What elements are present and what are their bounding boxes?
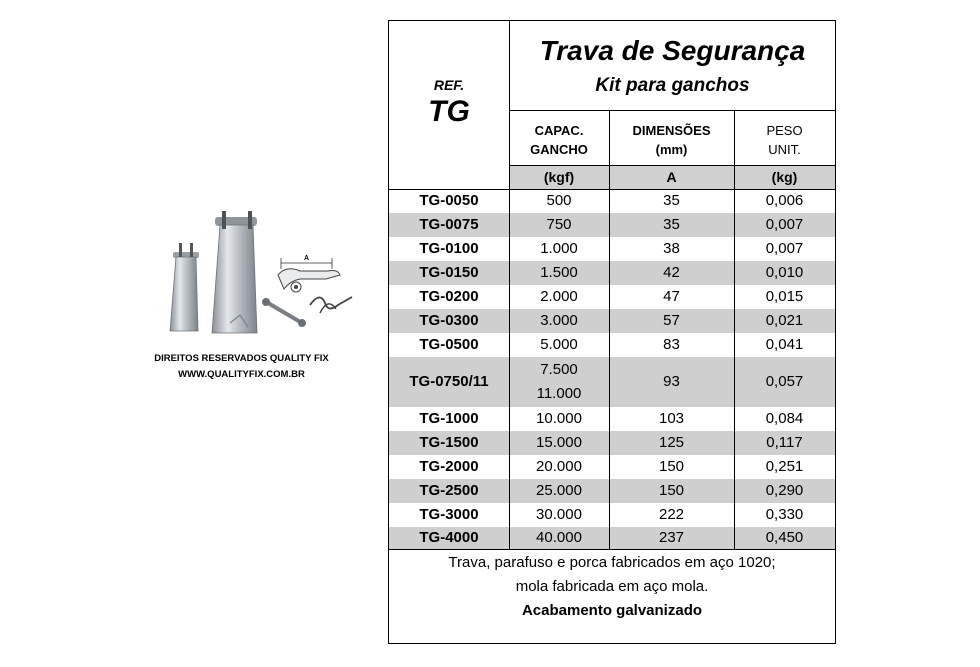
table-subtitle: Kit para ganchos xyxy=(595,75,750,96)
table-title: Trava de Segurança xyxy=(539,35,806,66)
weight-cell: 0,010 xyxy=(765,264,804,281)
notes-line1: Trava, parafuso e porca fabricados em aço 1020; xyxy=(448,554,776,571)
weight-cell: 0,251 xyxy=(765,458,804,475)
capacity-cell: 10.000 xyxy=(536,410,582,427)
capacity-value: 7.500 xyxy=(540,361,578,378)
grid-line xyxy=(509,165,835,166)
table-row xyxy=(389,407,835,431)
ref-cell: TG-0300 xyxy=(419,312,479,329)
capacity-cell: 5.000 xyxy=(540,336,578,353)
table-row xyxy=(389,455,835,479)
capacity-cell: 30.000 xyxy=(536,506,582,523)
capacity-header-line1: CAPAC. xyxy=(534,123,584,138)
dimension-cell: 222 xyxy=(658,506,685,523)
ref-cell: TG-0150 xyxy=(419,264,479,281)
dimension-cell: 42 xyxy=(663,264,680,281)
dimension-cell: 35 xyxy=(663,216,680,233)
dimensions-header-line1: DIMENSÕES xyxy=(632,123,711,138)
grid-line xyxy=(609,110,610,549)
dimension-cell: 38 xyxy=(663,240,680,257)
dimension-cell: 93 xyxy=(663,373,680,390)
weight-cell: 0,021 xyxy=(765,312,804,329)
dimension-cell: 150 xyxy=(658,482,685,499)
dimension-cell: 57 xyxy=(663,312,680,329)
table-row xyxy=(389,189,835,213)
table-row xyxy=(389,261,835,285)
ref-cell: TG-2000 xyxy=(419,458,479,475)
dimensions-column-header xyxy=(609,121,734,165)
safety-latch-kit-image xyxy=(160,205,360,340)
table-row xyxy=(389,333,835,357)
copyright-notice xyxy=(150,351,333,383)
capacity-cell: 3.000 xyxy=(540,312,578,329)
table-row xyxy=(389,309,835,333)
small-latch-icon xyxy=(170,243,199,331)
dimension-cell: 83 xyxy=(663,336,680,353)
dimension-unit: A xyxy=(666,169,677,185)
capacity-cell: 1.500 xyxy=(540,264,578,281)
weight-cell: 0,117 xyxy=(766,434,803,451)
capacity-cell: 20.000 xyxy=(536,458,582,475)
bolt-icon xyxy=(262,298,306,327)
ref-cell: TG-0050 xyxy=(419,192,479,209)
weight-cell: 0,007 xyxy=(765,216,804,233)
weight-cell: 0,057 xyxy=(765,373,804,390)
table-row xyxy=(389,357,835,407)
website-line: WWW.QUALITYFIX.COM.BR xyxy=(178,369,305,380)
table-row xyxy=(389,285,835,309)
capacity-header-line2: GANCHO xyxy=(530,142,588,157)
grid-line xyxy=(734,110,735,549)
table-row xyxy=(389,527,835,549)
table-row xyxy=(389,431,835,455)
dimensions-header-line2: (mm) xyxy=(655,142,688,157)
notes-line2: mola fabricada em aço mola. xyxy=(515,578,709,595)
table-row xyxy=(389,479,835,503)
ref-cell: TG-0100 xyxy=(419,240,479,257)
weight-cell: 0,015 xyxy=(765,288,804,305)
ref-cell: TG-0200 xyxy=(419,288,479,305)
ref-cell: TG-1500 xyxy=(419,434,479,451)
large-latch-icon xyxy=(212,211,257,333)
weight-cell: 0,330 xyxy=(765,506,804,523)
weight-header-line2: UNIT. xyxy=(768,142,801,157)
ref-label: REF. xyxy=(433,77,465,93)
capacity-value-alt: 11.000 xyxy=(536,385,582,402)
finish-note: Acabamento galvanizado xyxy=(521,602,703,619)
grid-line xyxy=(509,21,510,549)
weight-unit: (kg) xyxy=(771,169,798,185)
grid-line xyxy=(389,549,835,550)
weight-header-line1: PESO xyxy=(766,123,803,138)
capacity-cell: 1.000 xyxy=(540,240,578,257)
capacity-cell: 500 xyxy=(546,192,572,209)
capacity-cell: 25.000 xyxy=(536,482,582,499)
weight-cell: 0,007 xyxy=(765,240,804,257)
ref-cell: TG-0075 xyxy=(419,216,479,233)
ref-cell: TG-0500 xyxy=(419,336,479,353)
capacity-column-header xyxy=(509,121,609,165)
table-row xyxy=(389,213,835,237)
weight-column-header xyxy=(734,121,835,165)
ref-cell: TG-0750/11 xyxy=(409,373,489,390)
weight-cell: 0,006 xyxy=(765,192,804,209)
dimension-cell: 47 xyxy=(663,288,680,305)
dimension-cell: 125 xyxy=(658,434,685,451)
weight-cell: 0,290 xyxy=(765,482,804,499)
spring-icon xyxy=(310,297,352,313)
weight-cell: 0,450 xyxy=(765,529,804,546)
ref-code: TG xyxy=(428,95,470,128)
dimension-cell: 150 xyxy=(658,458,685,475)
product-notes xyxy=(389,551,835,623)
capacity-cell: 2.000 xyxy=(540,288,578,305)
capacity-cell: 750 xyxy=(546,216,572,233)
grid-line xyxy=(509,110,835,111)
dimension-cell: 35 xyxy=(663,192,680,209)
ref-cell: TG-1000 xyxy=(419,410,479,427)
capacity-unit: (kgf) xyxy=(543,169,575,185)
capacity-cell xyxy=(509,357,609,408)
table-row xyxy=(389,237,835,261)
dimension-cell: 103 xyxy=(658,410,685,427)
capacity-cell: 15.000 xyxy=(536,434,582,451)
ref-cell: TG-3000 xyxy=(419,506,479,523)
dimension-a-label: A xyxy=(304,255,310,262)
ref-cell: TG-2500 xyxy=(419,482,479,499)
weight-cell: 0,084 xyxy=(765,410,804,427)
grid-line xyxy=(389,189,835,190)
ref-cell: TG-4000 xyxy=(419,529,479,546)
spec-table xyxy=(388,20,836,644)
capacity-cell: 40.000 xyxy=(536,529,582,546)
table-row xyxy=(389,503,835,527)
copyright-line: DIREITOS RESERVADOS QUALITY FIX xyxy=(154,353,329,364)
dimension-cell: 237 xyxy=(658,529,685,546)
latch-dimension-diagram xyxy=(278,255,340,292)
weight-cell: 0,041 xyxy=(765,336,804,353)
